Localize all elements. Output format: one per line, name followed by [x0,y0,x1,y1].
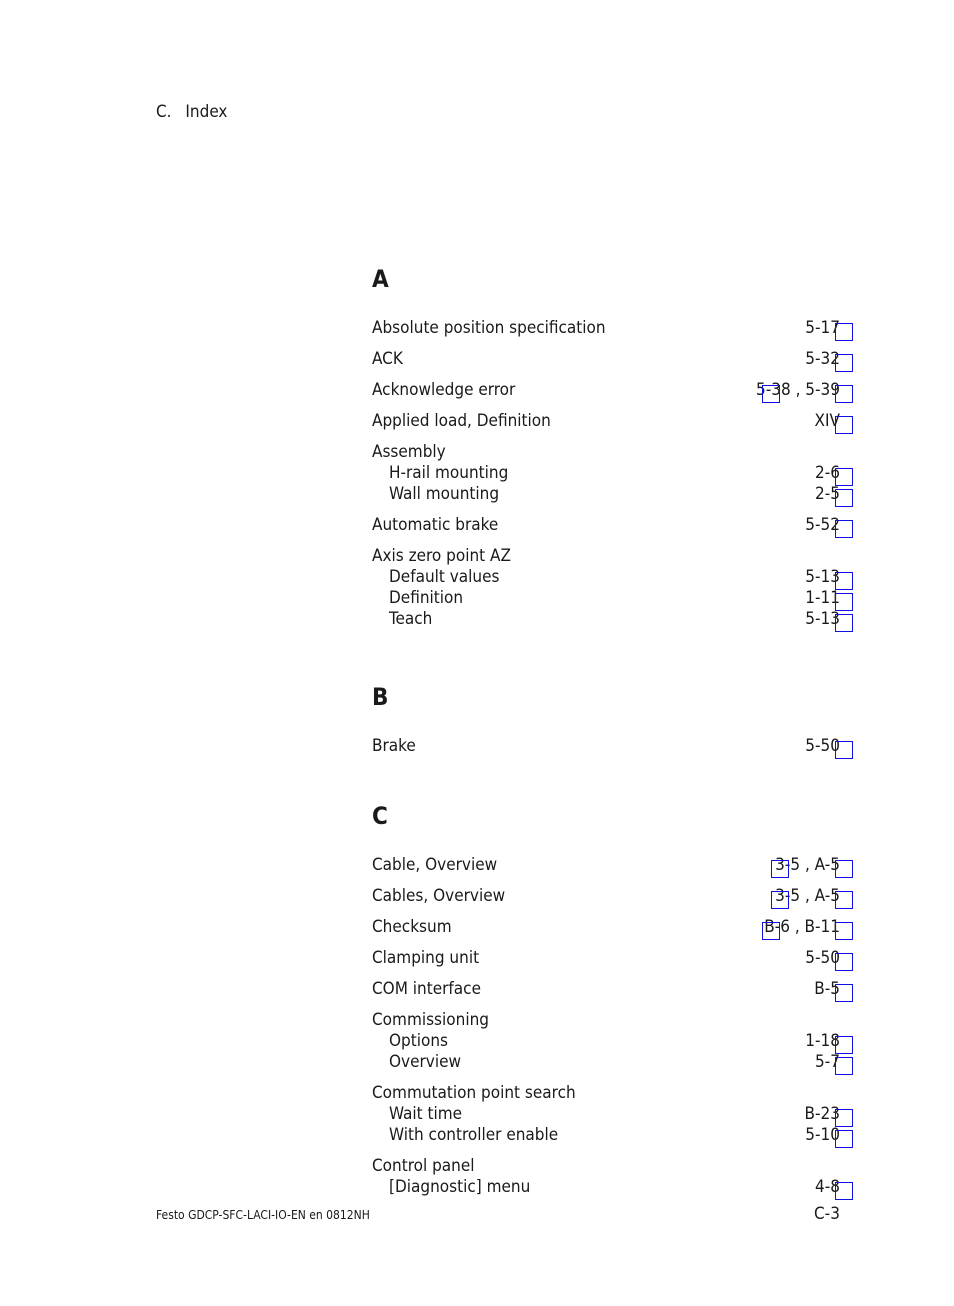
index-entry [372,546,840,630]
page-link-marker[interactable] [771,891,789,909]
index-term: Acknowledge error [372,380,516,400]
page-reference[interactable]: 1-11 [805,588,840,608]
index-subterm: H-rail mounting [389,463,509,483]
page-link-marker[interactable] [835,1130,853,1148]
index-term: Commutation point search [372,1083,576,1103]
page-link-marker[interactable] [835,741,853,759]
index-subentry [372,567,840,588]
index-term: Axis zero point AZ [372,546,511,566]
index-subterm: With controller enable [389,1125,559,1145]
page-reference[interactable]: 5-10 [805,1125,840,1145]
index-subterm: Default values [389,567,500,587]
page-reference[interactable]: XIV [814,411,840,431]
index-subterm: Wall mounting [389,484,500,504]
page-reference[interactable]: 5-7 [815,1052,840,1072]
index-term: Clamping unit [372,948,480,968]
page-reference[interactable]: 5-17 [805,318,840,338]
index-subterm: Teach [389,609,433,629]
page-reference[interactable]: 3-5 , A-5 [775,886,840,906]
index-subterm: Overview [389,1052,462,1072]
page-link-marker[interactable] [835,520,853,538]
index-term: COM interface [372,979,481,999]
index-term: Cables, Overview [372,886,506,906]
index-entry [372,1083,840,1146]
index-term: Assembly [372,442,446,462]
page-reference[interactable]: 5-32 [805,349,840,369]
index-term: Absolute position specification [372,318,606,338]
index-subentry [372,609,840,630]
page-link-marker[interactable] [762,385,780,403]
page-reference[interactable]: 2-5 [815,484,840,504]
index-subentry [372,1031,840,1052]
index-entry [372,917,840,938]
page-link-marker[interactable] [835,489,853,507]
index-entry [372,349,840,370]
index-entry [372,442,840,505]
index-subentry [372,463,840,484]
page-reference[interactable]: 3-5 , A-5 [775,855,840,875]
index-letter-heading: A [372,265,389,293]
index-subterm: Options [389,1031,449,1051]
page-reference[interactable]: B-5 [814,979,840,999]
chapter-number: C. [156,102,172,122]
index-letter-heading: C [372,802,388,830]
page-link-marker[interactable] [835,1057,853,1075]
footer-document-id: Festo GDCP-SFC-LACI-IO-EN en 0812NH [156,1208,370,1222]
index-entry [372,886,840,907]
index-subentry [372,1104,840,1125]
index-term: Control panel [372,1156,475,1176]
page-link-marker[interactable] [762,922,780,940]
index-entry [372,318,840,339]
page-link-marker[interactable] [835,323,853,341]
page-link-marker[interactable] [835,922,853,940]
page-reference[interactable]: 4-8 [815,1177,840,1197]
page-reference[interactable]: 5-38 , 5-39 [756,380,840,400]
page-reference[interactable]: 5-50 [805,736,840,756]
index-term: Applied load, Definition [372,411,551,431]
index-entry [372,1010,840,1073]
page-link-marker[interactable] [835,385,853,403]
page-reference[interactable]: 5-52 [805,515,840,535]
page-link-marker[interactable] [835,984,853,1002]
index-entry [372,1156,840,1198]
index-subentry [372,484,840,505]
index-entry [372,515,840,536]
index-entry [372,948,840,969]
page-reference[interactable]: 5-13 [805,609,840,629]
page-link-marker[interactable] [835,891,853,909]
index-term: Cable, Overview [372,855,498,875]
index-term: Checksum [372,917,452,937]
index-subentry [372,588,840,609]
page-reference[interactable]: 2-6 [815,463,840,483]
index-entry [372,411,840,432]
page-reference[interactable]: 5-50 [805,948,840,968]
index-letter-heading: B [372,683,389,711]
index-entry [372,380,840,401]
footer-page-number: C-3 [814,1204,840,1224]
index-term: Brake [372,736,416,756]
page-link-marker[interactable] [771,860,789,878]
page-link-marker[interactable] [835,1182,853,1200]
index-entry [372,979,840,1000]
index-entry [372,736,840,757]
index-entry [372,855,840,876]
page-reference[interactable]: B-23 [804,1104,840,1124]
page-reference[interactable]: 1-18 [805,1031,840,1051]
index-subentry [372,1052,840,1073]
index-subentry [372,1125,840,1146]
index-term: Automatic brake [372,515,499,535]
page-reference[interactable]: 5-13 [805,567,840,587]
index-term: ACK [372,349,403,369]
page-link-marker[interactable] [835,614,853,632]
chapter-title: Index [185,102,228,122]
page-link-marker[interactable] [835,416,853,434]
page-link-marker[interactable] [835,860,853,878]
index-list [372,264,840,1208]
index-term: Commissioning [372,1010,489,1030]
page-header [156,102,236,122]
page-link-marker[interactable] [835,354,853,372]
page-link-marker[interactable] [835,953,853,971]
page-reference[interactable]: B-6 , B-11 [764,917,840,937]
index-subterm: [Diagnostic] menu [389,1177,531,1197]
index-subentry [372,1177,840,1198]
index-subterm: Wait time [389,1104,463,1124]
index-subterm: Definition [389,588,464,608]
